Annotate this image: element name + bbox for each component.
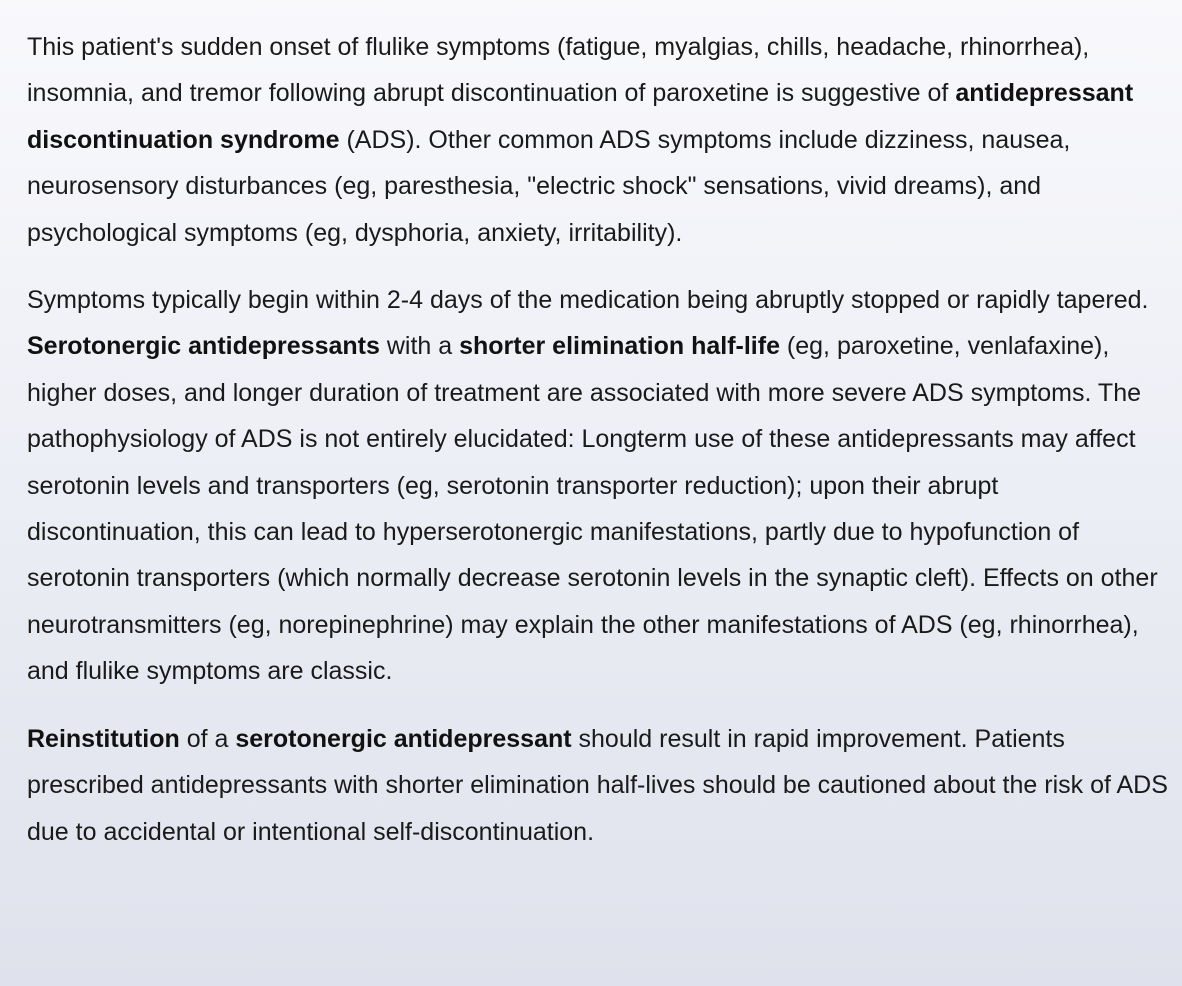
text-run: (eg, paroxetine, venlafaxine), higher doses, and longer duration of treatment are associated with more severe ADS symptoms. The pathophysiology of ADS is not entirely elucidated: Longterm use of these antidepressants may affect serotonin levels and transporters (eg, serotonin transporter reduction); upon their abrupt discontinuation, this can lead to hyperserotonergic manifestations, partly due to hypofunction of serotonin transporters (which normally decrease serotonin levels in the synaptic cleft). Effects on other neurotransmitters (eg, norepinephrine) may explain the other manifestations of ADS (eg, rhinorrhea), and flulike symptoms are classic.: [27, 332, 1158, 686]
paragraph-ads-overview: [27, 24, 1177, 256]
key-term: shorter elimination half-life: [459, 332, 780, 361]
explanation-text: [27, 24, 1177, 855]
text-run: (ADS). Other common ADS symptoms include dizziness, nausea, neurosensory disturbances (eg, paresthesia, "electric shock" sensations, vivid dreams), and psychological symptoms (eg, dysphoria, anxiety, irritability).: [27, 125, 1071, 247]
text-run: with a: [379, 332, 460, 361]
key-term: antidepressant discontinuation syndrome: [27, 79, 1134, 154]
key-term: Reinstitution: [27, 724, 180, 753]
text-run: should result in rapid improvement. Patients prescribed antidepressants with shorter elimination half-lives should be cautioned about the risk of ADS due to accidental or intentional self-discontinuation.: [27, 724, 1168, 846]
paragraph-ads-treatment: [27, 716, 1177, 855]
text-run: This patient's sudden onset of flulike symptoms (fatigue, myalgias, chills, headache, rhinorrhea), insomnia, and tremor following abrupt discontinuation of paroxetine is suggestive of: [27, 33, 1090, 108]
text-run: Symptoms typically begin within 2-4 days of the medication being abruptly stopped or rapidly tapered.: [27, 286, 1149, 315]
text-run: of a: [179, 724, 236, 753]
key-term: serotonergic antidepressant: [235, 724, 572, 753]
key-term: Serotonergic antidepressants: [27, 332, 380, 361]
paragraph-ads-pathophysiology: [27, 277, 1177, 695]
